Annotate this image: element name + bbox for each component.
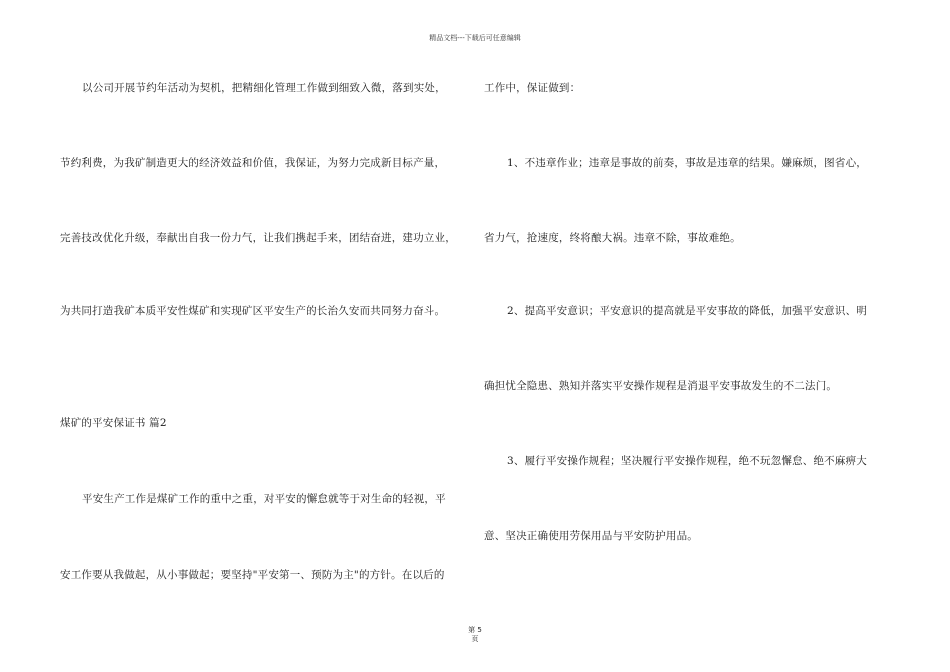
page-number-prefix: 第 5: [468, 626, 482, 634]
left-paragraph-line: 安工作要从我做起，从小事做起；要坚持"平安第一、预防为主"的方针。在以后的: [60, 569, 445, 581]
left-paragraph-line: 为共同打造我矿本质平安性煤矿和实现矿区平安生产的长治久安而共同努力奋斗。: [60, 305, 446, 317]
section-title: 煤矿的平安保证书 篇2: [60, 417, 167, 429]
page-number: [0, 626, 950, 644]
right-paragraph-line: 2、提高平安意识；平安意识的提高就是平安事故的降低，加强平安意识、明: [507, 305, 867, 317]
right-paragraph-line: 确担忧全隐患、熟知并落实平安操作规程是消退平安事故发生的不二法门。: [484, 380, 838, 392]
left-paragraph-line: 以公司开展节约年活动为契机，把精细化管理工作做到细致入微，落到实处，: [82, 82, 446, 94]
left-paragraph-line: 平安生产工作是煤矿工作的重中之重，对平安的懈怠就等于对生命的轻视，平: [82, 493, 446, 505]
left-paragraph-line: 节约利费，为我矿制造更大的经济效益和价值，我保证，为努力完成新目标产量，: [60, 157, 446, 169]
right-paragraph-line: 3、履行平安操作规程；坚决履行平安操作规程，绝不玩忽懈怠、绝不麻痹大: [507, 455, 867, 467]
right-paragraph-line: 省力气，抢速度，终将酿大祸。违章不除，事故难绝。: [484, 232, 741, 244]
page-header: 精品文档---下载后可任意编辑: [429, 34, 521, 42]
page-number-suffix: 页: [471, 635, 479, 643]
left-paragraph-line: 完善技改优化升级，奉献出自我一份力气，让我们携起手来，团结奋进，建功立业，: [60, 232, 456, 244]
right-paragraph-line: 意、坚决正确使用劳保用品与平安防护用品。: [484, 530, 698, 542]
right-paragraph-line: 工作中，保证做到：: [484, 82, 581, 94]
right-paragraph-line: 1、不违章作业；违章是事故的前奏，事故是违章的结果。嫌麻烦，图省心，: [507, 157, 867, 169]
